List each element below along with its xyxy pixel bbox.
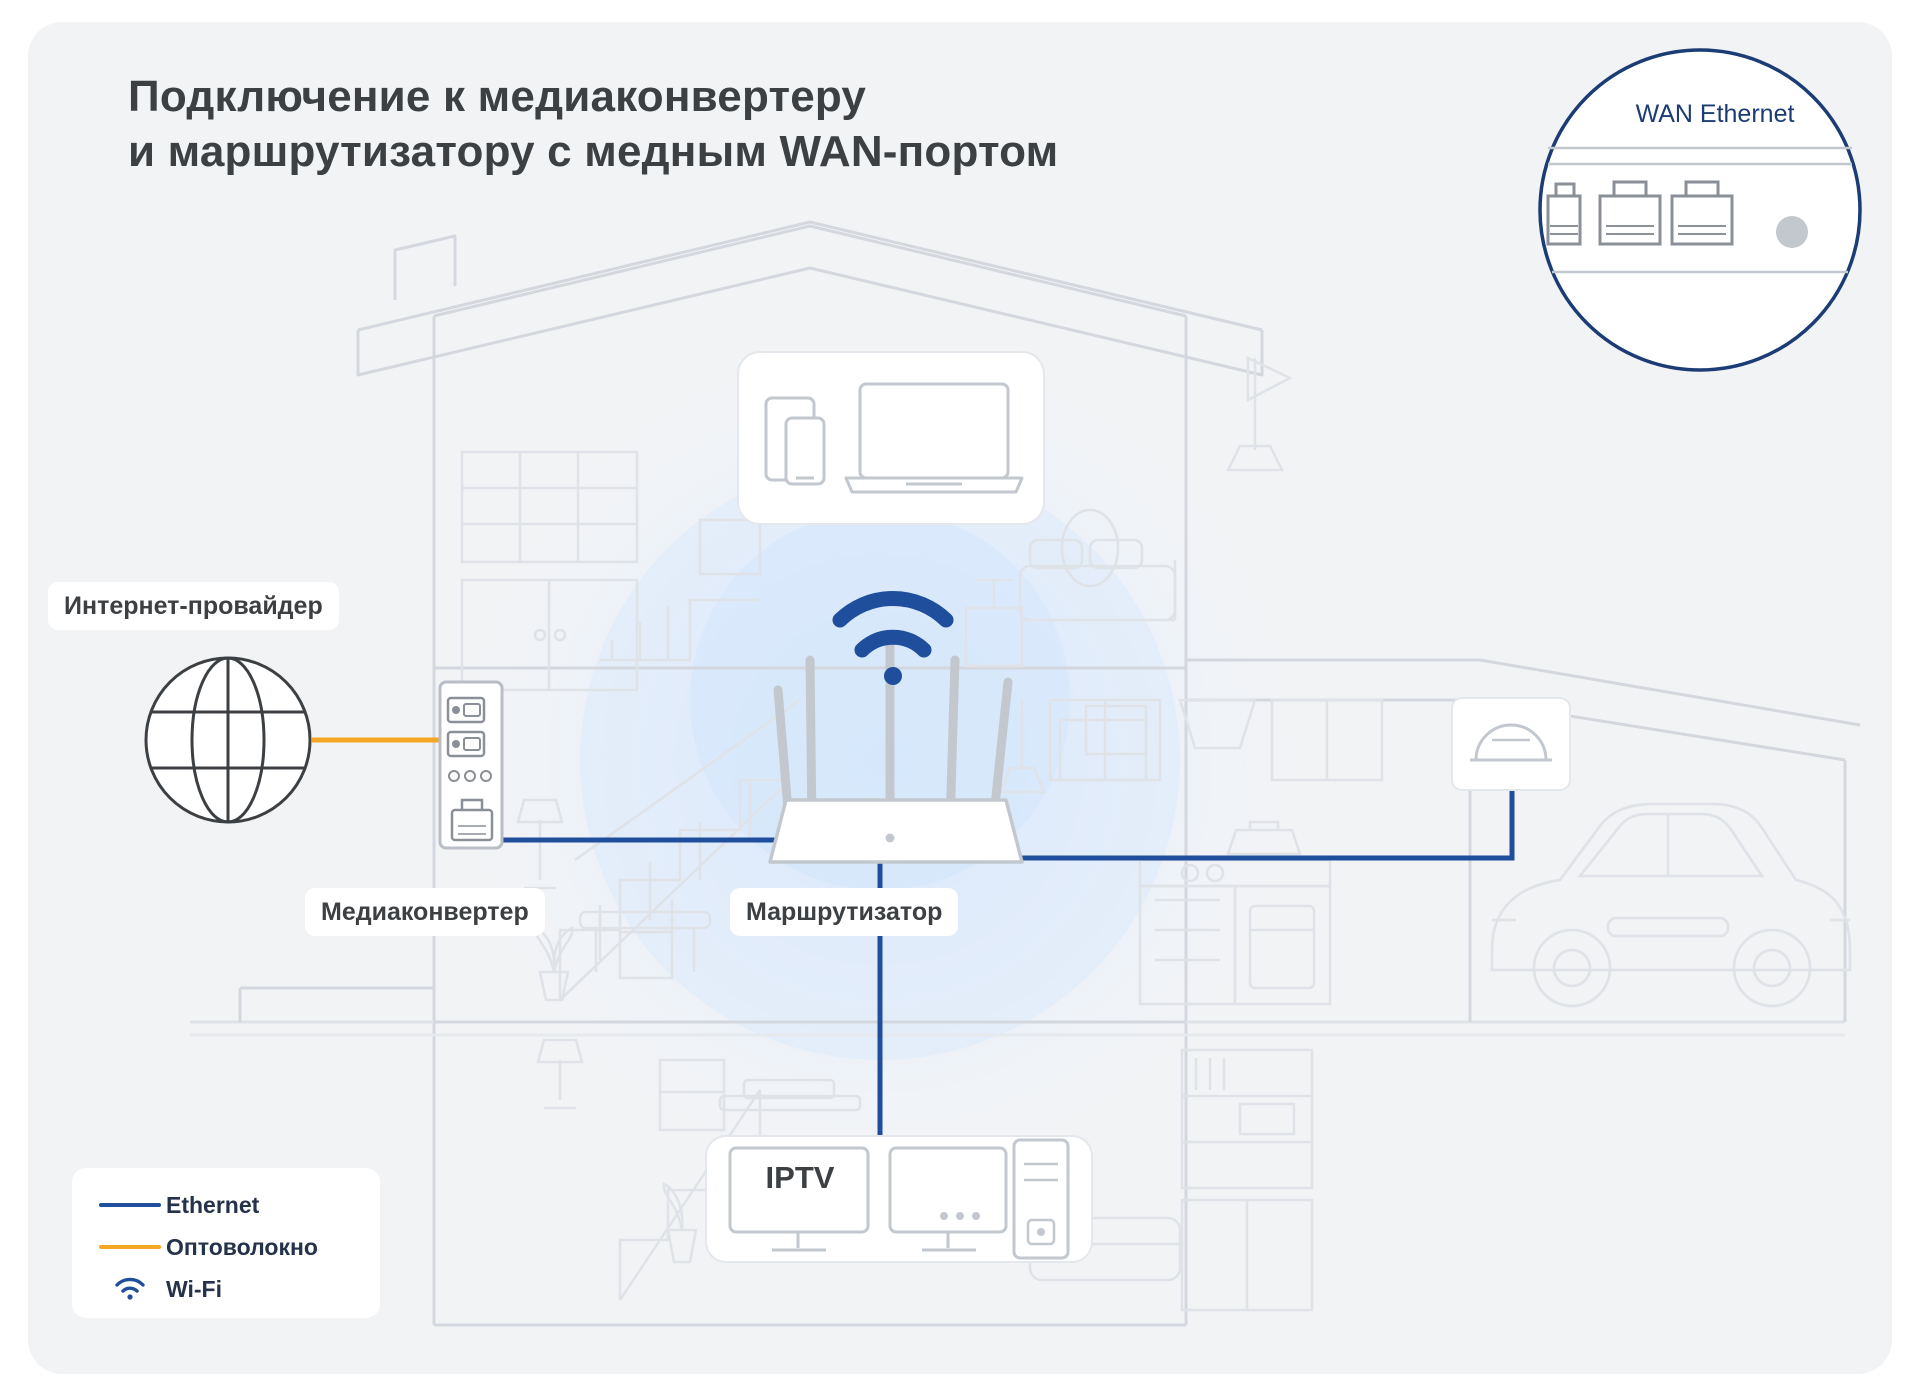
legend-label-fiber: Оптоволокно (166, 1233, 318, 1260)
legend-swatch-ethernet (94, 1203, 166, 1207)
media-converter-device (440, 682, 502, 848)
legend-label-wifi: Wi-Fi (166, 1275, 222, 1302)
legend-item-fiber (72, 1226, 380, 1268)
legend-item-wifi (72, 1268, 380, 1310)
legend-item-ethernet (72, 1184, 380, 1226)
client-devices-card (738, 352, 1044, 524)
car-illustration (1492, 804, 1850, 1006)
legend-swatch-fiber (94, 1245, 166, 1249)
label-isp: Интернет-провайдер (48, 582, 339, 630)
wifi-icon (94, 1276, 166, 1302)
legend (72, 1168, 380, 1318)
title-line-1: Подключение к медиаконвертеру (128, 72, 867, 121)
title-line-2: и маршрутизатору с медным WAN-портом (128, 126, 1059, 176)
legend-label-ethernet: Ethernet (166, 1191, 260, 1218)
iptv-pc-card (706, 1136, 1092, 1262)
wan-port-callout (1540, 50, 1860, 370)
label-router: Маршрутизатор (730, 888, 958, 936)
label-media-converter: Медиаконвертер (305, 888, 545, 936)
isp-globe-icon (146, 658, 310, 822)
iptv-screen-label: IPTV (765, 1160, 835, 1195)
page-title (128, 70, 1278, 179)
ip-camera-device (1452, 698, 1570, 790)
wan-callout-label: WAN Ethernet (1635, 100, 1795, 128)
